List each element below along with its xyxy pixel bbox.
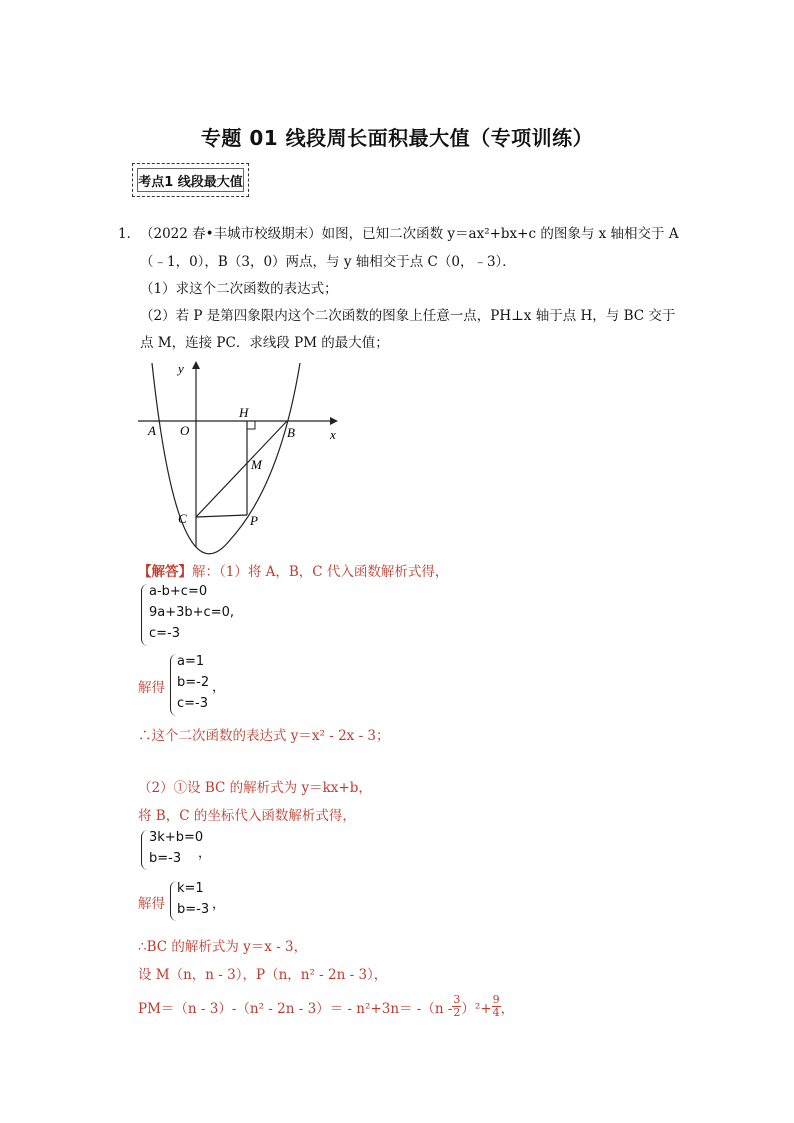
fraction-3-over-2: [452, 994, 461, 1019]
frac1-den: 2: [453, 1006, 461, 1019]
set-m-p: 设 M（n，n - 3），P（n，n² - 2n - 3），: [138, 967, 388, 983]
answer-line: [138, 560, 448, 580]
sys4-line-2: b=-3: [177, 902, 210, 917]
parabola-figure: [130, 355, 350, 555]
sys1-line-2: 9a+3b+c=0,: [149, 605, 234, 620]
substitute-bc: 将 B，C 的坐标代入函数解析式得，: [138, 808, 356, 824]
label-h: H: [239, 405, 249, 420]
y-axis-arrow: [192, 361, 200, 369]
part2-intro: （2）①设 BC 的解析式为 y＝kx+b，: [138, 780, 372, 796]
problem-part-2b: 点 M，连接 PC．求线段 PM 的最大值；: [140, 335, 389, 351]
frac2-num: 9: [492, 993, 500, 1006]
parabola-curve: [152, 363, 300, 554]
pm-expr-a: PM＝（n - 3）-（n² - 2n - 3）＝ - n²+3n＝ -（n -: [138, 1000, 453, 1017]
sys4-line-1: k=1: [177, 881, 204, 896]
problem-line-2: （﹣1，0），B（3，0）两点，与 y 轴相交于点 C（0，﹣3）．: [140, 254, 516, 270]
label-c: C: [178, 511, 187, 526]
comma-2: ，: [212, 680, 226, 695]
sys3-line-1: 3k+b=0: [149, 830, 204, 845]
sys3-line-2: b=-3: [149, 851, 182, 866]
answer-label: 【解答】: [138, 564, 192, 580]
right-angle-mark: [247, 421, 255, 429]
brace-2: [170, 654, 177, 716]
pm-mid: ）²+: [461, 1000, 492, 1017]
x-axis-arrow: [330, 417, 338, 425]
conclusion-2: ∴BC 的解析式为 y＝x - 3，: [138, 939, 308, 955]
problem-part-2a: （2）若 P 是第四象限内这个二次函数的图象上任意一点，PH⊥x 轴于点 H，与 BC 交于: [140, 308, 676, 324]
fraction-9-over-4: [492, 994, 501, 1019]
line-bc: [196, 421, 287, 517]
frac2-den: 4: [492, 1006, 500, 1019]
frac1-num: 3: [453, 993, 461, 1006]
brace-4: [170, 881, 177, 921]
solve-word-2: 解得: [138, 896, 165, 912]
sys2-line-1: a=1: [177, 654, 205, 669]
sys1-line-1: a-b+c=0: [149, 584, 208, 599]
brace-1: [141, 584, 148, 646]
pm-expression: [138, 994, 514, 1019]
topic-box: [132, 163, 249, 197]
page-title: 专题 01 线段周长面积最大值（专项训练）: [200, 126, 594, 150]
conclusion-1: ∴这个二次函数的表达式 y＝x² - 2x - 3；: [138, 728, 390, 744]
label-m: M: [251, 457, 262, 472]
topic-label: 考点1 线段最大值: [137, 168, 244, 192]
answer-intro: 解：（1）将 A，B，C 代入函数解析式得，: [192, 564, 449, 580]
sys1-line-3: c=-3: [149, 626, 181, 641]
problem-line-1: （2022 春•丰城市校级期末）如图，已知二次函数 y＝ax²+bx+c 的图象与 x 轴相交于 A: [140, 226, 679, 242]
line-cp: [196, 515, 247, 517]
comma-4: ，: [212, 897, 226, 912]
sys2-line-3: c=-3: [177, 696, 209, 711]
sys2-line-2: b=-2: [177, 675, 210, 690]
label-b: B: [287, 425, 295, 440]
pm-end: ，: [500, 1000, 515, 1017]
solve-word-1: 解得: [138, 680, 165, 696]
label-p: P: [250, 513, 258, 528]
comma-3: ，: [198, 846, 212, 861]
problem-part-1: （1）求这个二次函数的表达式；: [140, 281, 338, 297]
brace-3: [141, 830, 148, 870]
label-a: A: [148, 423, 156, 438]
label-x: x: [330, 427, 336, 442]
label-o: O: [180, 423, 190, 438]
problem-number: 1．: [118, 226, 141, 242]
label-y: y: [178, 361, 184, 376]
